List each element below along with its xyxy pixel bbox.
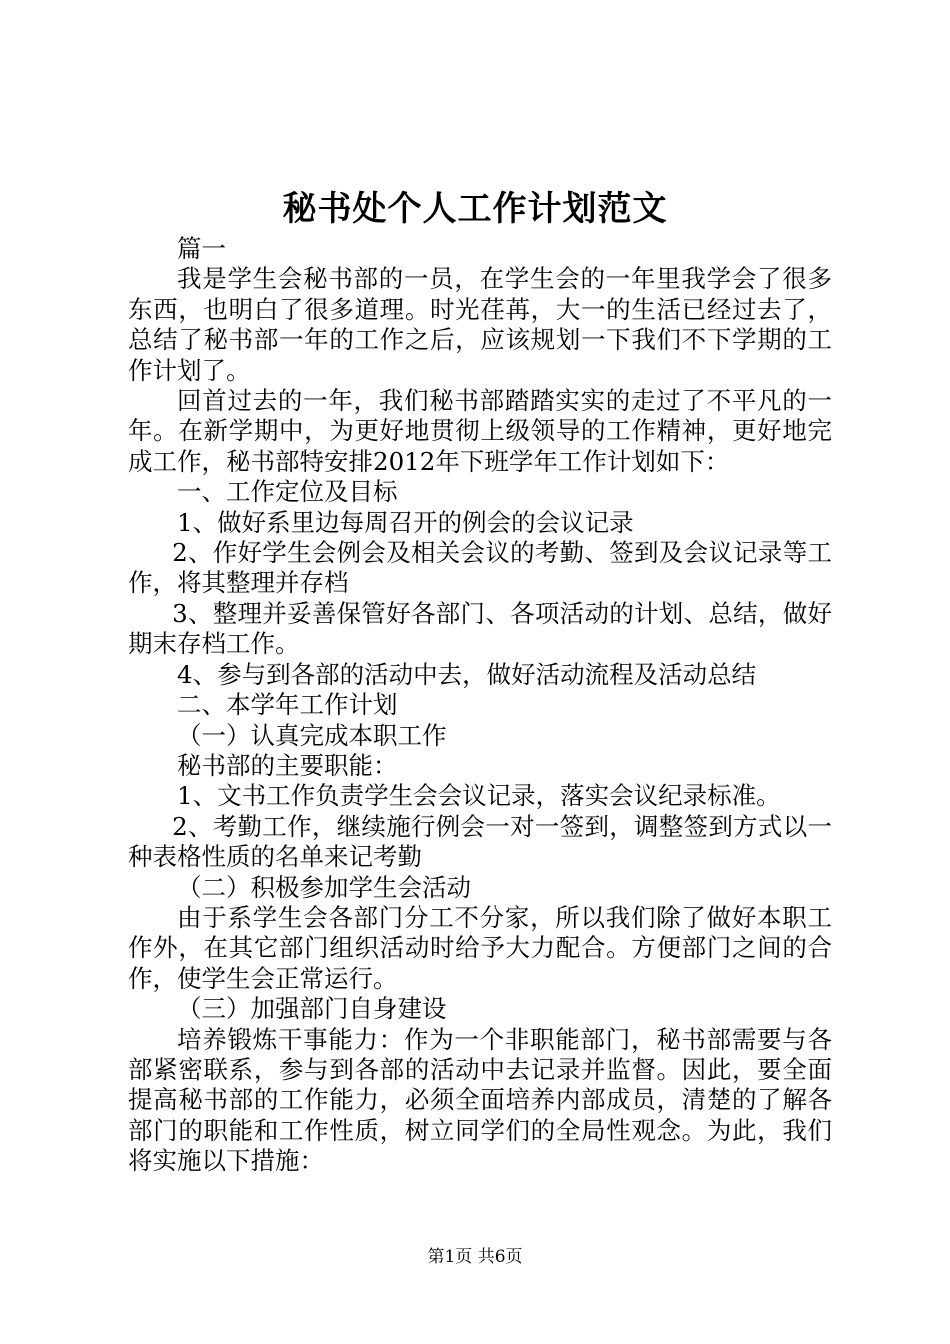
subsection-heading: （三）加强部门自身建设 (177, 994, 447, 1024)
subsection-heading: （二）积极参加学生会活动 (177, 872, 471, 902)
document-title: 秘书处个人工作计划范文 (282, 189, 668, 229)
list-item: 1、做好系里边每周召开的例会的会议记录 (177, 507, 634, 537)
list-item: 3、整理并妥善保管好各部门、各项活动的计划、总结，做好期末存档工作。 (128, 598, 832, 659)
list-item: 2、考勤工作，继续施行例会一对一签到，调整签到方式以一种表格性质的名单来记考勤 (128, 811, 832, 872)
page-number: 第1页 共6页 (427, 1247, 523, 1267)
section-heading: 一、工作定位及目标 (177, 477, 398, 507)
section-heading: 二、本学年工作计划 (177, 690, 398, 720)
list-item: 2、作好学生会例会及相关会议的考勤、签到及会议记录等工作，将其整理并存档 (128, 538, 832, 598)
section-heading: 篇一 (177, 234, 226, 263)
paragraph: 培养锻炼干事能力：作为一个非职能部门，秘书部需要与各部紧密联系，参与到各部的活动中去记录并监督。因此，要全面提高秘书部的工作能力，必须全面培养内部成员，清楚的了解各部门的职能和工作性质，树立同学们的全局性观念。为此，我们将实施以下措施： (128, 1024, 832, 1176)
list-item: 4、参与到各部的活动中去，做好活动流程及活动总结 (177, 659, 757, 689)
paragraph: 秘书部的主要职能： (177, 750, 398, 780)
subsection-heading: （一）认真完成本职工作 (177, 720, 447, 750)
list-item: 1、文书工作负责学生会会议记录，落实会议纪录标准。 (177, 781, 781, 811)
document-body (128, 234, 832, 1177)
paragraph: 回首过去的一年，我们秘书部踏踏实实的走过了不平凡的一年。在新学期中，为更好地贯彻上级领导的工作精神，更好地完成工作，秘书部特安排2012年下班学年工作计划如下： (128, 386, 832, 476)
paragraph: 我是学生会秘书部的一员，在学生会的一年里我学会了很多东西，也明白了很多道理。时光荏苒，大一的生活已经过去了，总结了秘书部一年的工作之后，应该规划一下我们不下学期的工作计划了。 (128, 264, 832, 385)
paragraph: 由于系学生会各部门分工不分家，所以我们除了做好本职工作外，在其它部门组织活动时给予大力配合。方便部门之间的合作，使学生会正常运行。 (128, 902, 832, 993)
